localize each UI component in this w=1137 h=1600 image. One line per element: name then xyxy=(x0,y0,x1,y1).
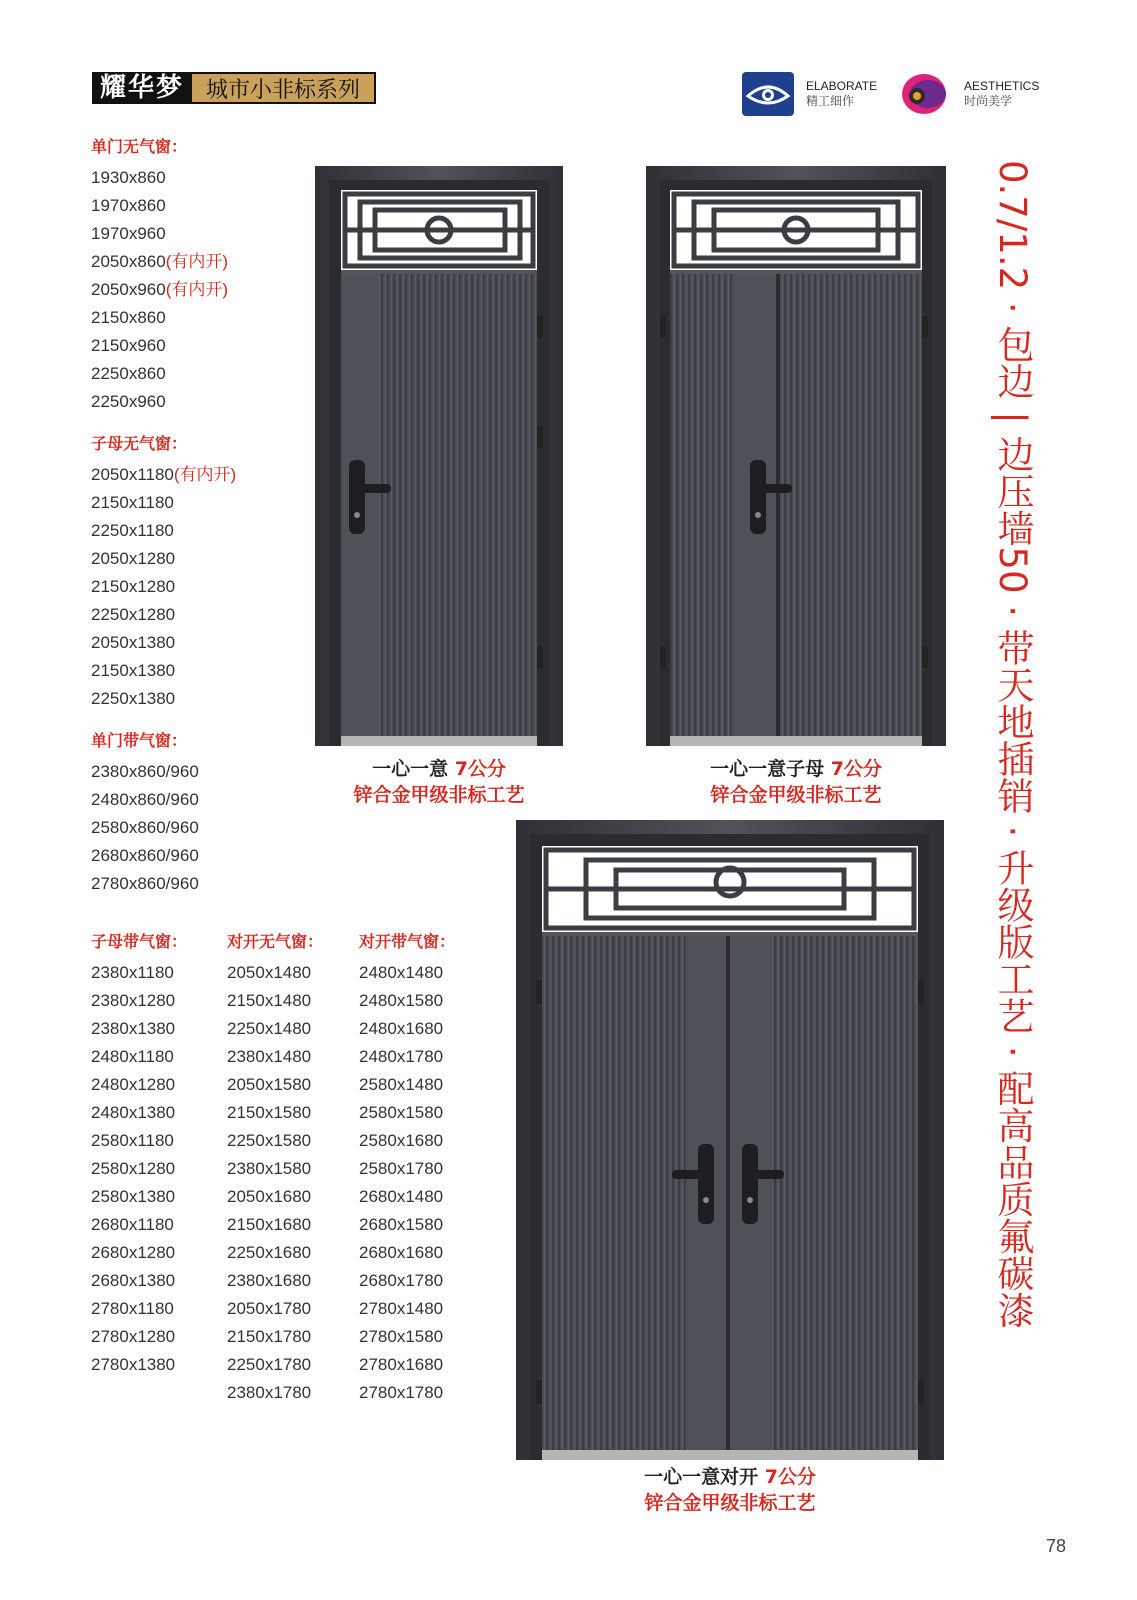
product-spec: 7公分 xyxy=(454,758,506,780)
size-item: 2680x1680 xyxy=(359,1243,444,1262)
product-name: 一心一意对开 xyxy=(644,1466,759,1488)
list-heading: 单门带气窗： xyxy=(91,731,188,750)
size-item: 2780x1680 xyxy=(359,1355,444,1374)
product-line2: 锌合金甲级非标工艺 xyxy=(710,784,882,806)
badge-aesthetics xyxy=(900,72,1039,116)
product-name: 一心一意 xyxy=(372,758,449,780)
size-item: 2480x1580 xyxy=(359,991,444,1010)
size-item xyxy=(91,545,236,573)
caption-single xyxy=(315,756,563,808)
size-item: 2680x1580 xyxy=(359,1215,444,1234)
size-item: 2780x1480 xyxy=(359,1299,444,1318)
size-item: 2250x1580 xyxy=(227,1131,312,1150)
product-name: 一心一意子母 xyxy=(710,758,825,780)
size-item: 2780x1180 xyxy=(91,1299,174,1318)
size-item xyxy=(91,276,228,304)
size-note: (有内开) xyxy=(165,252,229,271)
size-item xyxy=(91,489,236,517)
size-item: 2150x1780 xyxy=(227,1327,312,1346)
product-spec: 7公分 xyxy=(830,758,882,780)
size-item: 2780x1280 xyxy=(91,1327,176,1346)
size-value: 2050x860 xyxy=(91,252,166,271)
size-note: (有内开) xyxy=(173,465,237,484)
size-item: 2580x1580 xyxy=(359,1103,444,1122)
size-item: 2580x1680 xyxy=(359,1131,444,1150)
size-item xyxy=(91,601,236,629)
size-item: 2050x1680 xyxy=(227,1187,312,1206)
size-item: 2580x1780 xyxy=(359,1159,444,1178)
badge-aesthetics-cn: 时尚美学 xyxy=(964,94,1013,108)
product-spec: 7公分 xyxy=(764,1466,816,1488)
size-item: 2380x1780 xyxy=(227,1383,312,1402)
palette-icon xyxy=(900,72,952,116)
size-value: 2050x1180 xyxy=(91,465,174,484)
size-item: 2680x860/960 xyxy=(91,846,199,865)
size-item: 2580x1280 xyxy=(91,1159,176,1178)
size-item xyxy=(91,220,228,248)
size-item xyxy=(91,685,236,713)
size-value: 2250x1180 xyxy=(91,521,174,540)
size-item: 2780x1380 xyxy=(91,1355,176,1374)
size-value: 2150x1180 xyxy=(91,493,174,512)
size-value: 2250x860 xyxy=(91,364,166,383)
size-item: 2250x1780 xyxy=(227,1355,312,1374)
size-value: 2150x860 xyxy=(91,308,166,327)
size-item: 2780x1580 xyxy=(359,1327,444,1346)
list-heading: 子母带气窗： xyxy=(91,932,188,951)
door-double-image xyxy=(516,820,944,1460)
list-heading: 对开带气窗： xyxy=(359,932,456,951)
size-item: 2050x1580 xyxy=(227,1075,312,1094)
size-item xyxy=(91,517,236,545)
size-item: 2480x1380 xyxy=(91,1103,176,1122)
size-value: 2250x960 xyxy=(91,392,166,411)
size-value: 2250x1380 xyxy=(91,689,176,708)
size-value: 1970x860 xyxy=(91,196,166,215)
brand-logo xyxy=(92,72,376,104)
size-item: 2680x1380 xyxy=(91,1271,176,1290)
caption-double xyxy=(516,1464,944,1516)
size-item xyxy=(91,248,228,276)
badge-elaborate xyxy=(742,72,877,116)
size-item: 2380x860/960 xyxy=(91,762,199,781)
size-item: 2480x1480 xyxy=(359,963,444,982)
list-heading: 单门无气窗： xyxy=(91,137,188,156)
size-item: 2480x1280 xyxy=(91,1075,176,1094)
size-value: 2150x1280 xyxy=(91,577,176,596)
size-item xyxy=(91,304,228,332)
product-line2: 锌合金甲级非标工艺 xyxy=(644,1492,816,1514)
vertical-slogan: 0.7/1.2 · 包边 | 边压墙50 · 带天地插销 · 升级版工艺 · 配高品质氟碳漆 xyxy=(991,160,1034,1329)
size-item xyxy=(91,332,228,360)
door-single-image xyxy=(315,166,563,746)
size-item: 2380x1680 xyxy=(227,1271,312,1290)
size-item: 2480x1780 xyxy=(359,1047,444,1066)
list-double-no-window xyxy=(227,931,323,1407)
size-item xyxy=(91,388,228,416)
size-item: 2580x1480 xyxy=(359,1075,444,1094)
list-mother-child-no-window xyxy=(91,433,236,713)
size-item xyxy=(91,164,228,192)
size-item: 2680x1780 xyxy=(359,1271,444,1290)
size-item xyxy=(91,192,228,220)
size-value: 2150x960 xyxy=(91,336,166,355)
list-double-with-window xyxy=(359,931,455,1407)
eye-icon xyxy=(742,72,794,116)
badge-elaborate-cn: 精工细作 xyxy=(806,94,855,108)
size-item: 2680x1480 xyxy=(359,1187,444,1206)
page-number: 78 xyxy=(1046,1536,1067,1556)
size-item: 2580x1180 xyxy=(91,1131,174,1150)
brand-name: 耀华梦 xyxy=(92,72,192,104)
size-value: 2050x960 xyxy=(91,280,166,299)
size-item: 2380x1480 xyxy=(227,1047,312,1066)
size-value: 2050x1380 xyxy=(91,633,176,652)
size-value: 2250x1280 xyxy=(91,605,176,624)
list-single-no-window xyxy=(91,136,228,416)
size-item: 2050x1780 xyxy=(227,1299,312,1318)
badge-elaborate-en: ELABORATE xyxy=(806,79,878,93)
size-item xyxy=(91,573,236,601)
list-single-with-window xyxy=(91,730,199,898)
size-item: 2250x1480 xyxy=(227,1019,312,1038)
size-item: 2150x1580 xyxy=(227,1103,312,1122)
size-value: 1930x860 xyxy=(91,168,166,187)
size-note: (有内开) xyxy=(165,280,229,299)
size-item: 2780x1780 xyxy=(359,1383,444,1402)
size-value: 2050x1280 xyxy=(91,549,176,568)
size-value: 2150x1380 xyxy=(91,661,176,680)
door-mother-child-image xyxy=(646,166,946,746)
size-item xyxy=(91,657,236,685)
caption-mother-child xyxy=(646,756,946,808)
size-value: 1970x960 xyxy=(91,224,166,243)
list-heading: 对开无气窗： xyxy=(227,932,324,951)
size-item: 2380x1380 xyxy=(91,1019,176,1038)
size-item: 2680x1280 xyxy=(91,1243,176,1262)
size-item: 2150x1680 xyxy=(227,1215,312,1234)
size-item: 2380x1180 xyxy=(91,963,174,982)
size-item xyxy=(91,629,236,657)
size-item xyxy=(91,360,228,388)
size-item: 2380x1280 xyxy=(91,991,176,1010)
product-line2: 锌合金甲级非标工艺 xyxy=(353,784,525,806)
list-heading: 子母无气窗： xyxy=(91,434,188,453)
size-item: 2150x1480 xyxy=(227,991,312,1010)
size-item: 2680x1180 xyxy=(91,1215,174,1234)
badge-aesthetics-en: AESTHETICS xyxy=(964,79,1040,93)
size-item: 2050x1480 xyxy=(227,963,312,982)
size-item: 2580x1380 xyxy=(91,1187,176,1206)
size-item: 2380x1580 xyxy=(227,1159,312,1178)
size-item: 2480x1680 xyxy=(359,1019,444,1038)
size-item: 2250x1680 xyxy=(227,1243,312,1262)
list-mother-child-with-window xyxy=(91,931,187,1379)
size-item xyxy=(91,461,236,489)
size-item: 2780x860/960 xyxy=(91,874,199,893)
size-item: 2480x860/960 xyxy=(91,790,199,809)
size-item: 2580x860/960 xyxy=(91,818,199,837)
size-item: 2480x1180 xyxy=(91,1047,174,1066)
series-name: 城市小非标系列 xyxy=(192,72,376,104)
